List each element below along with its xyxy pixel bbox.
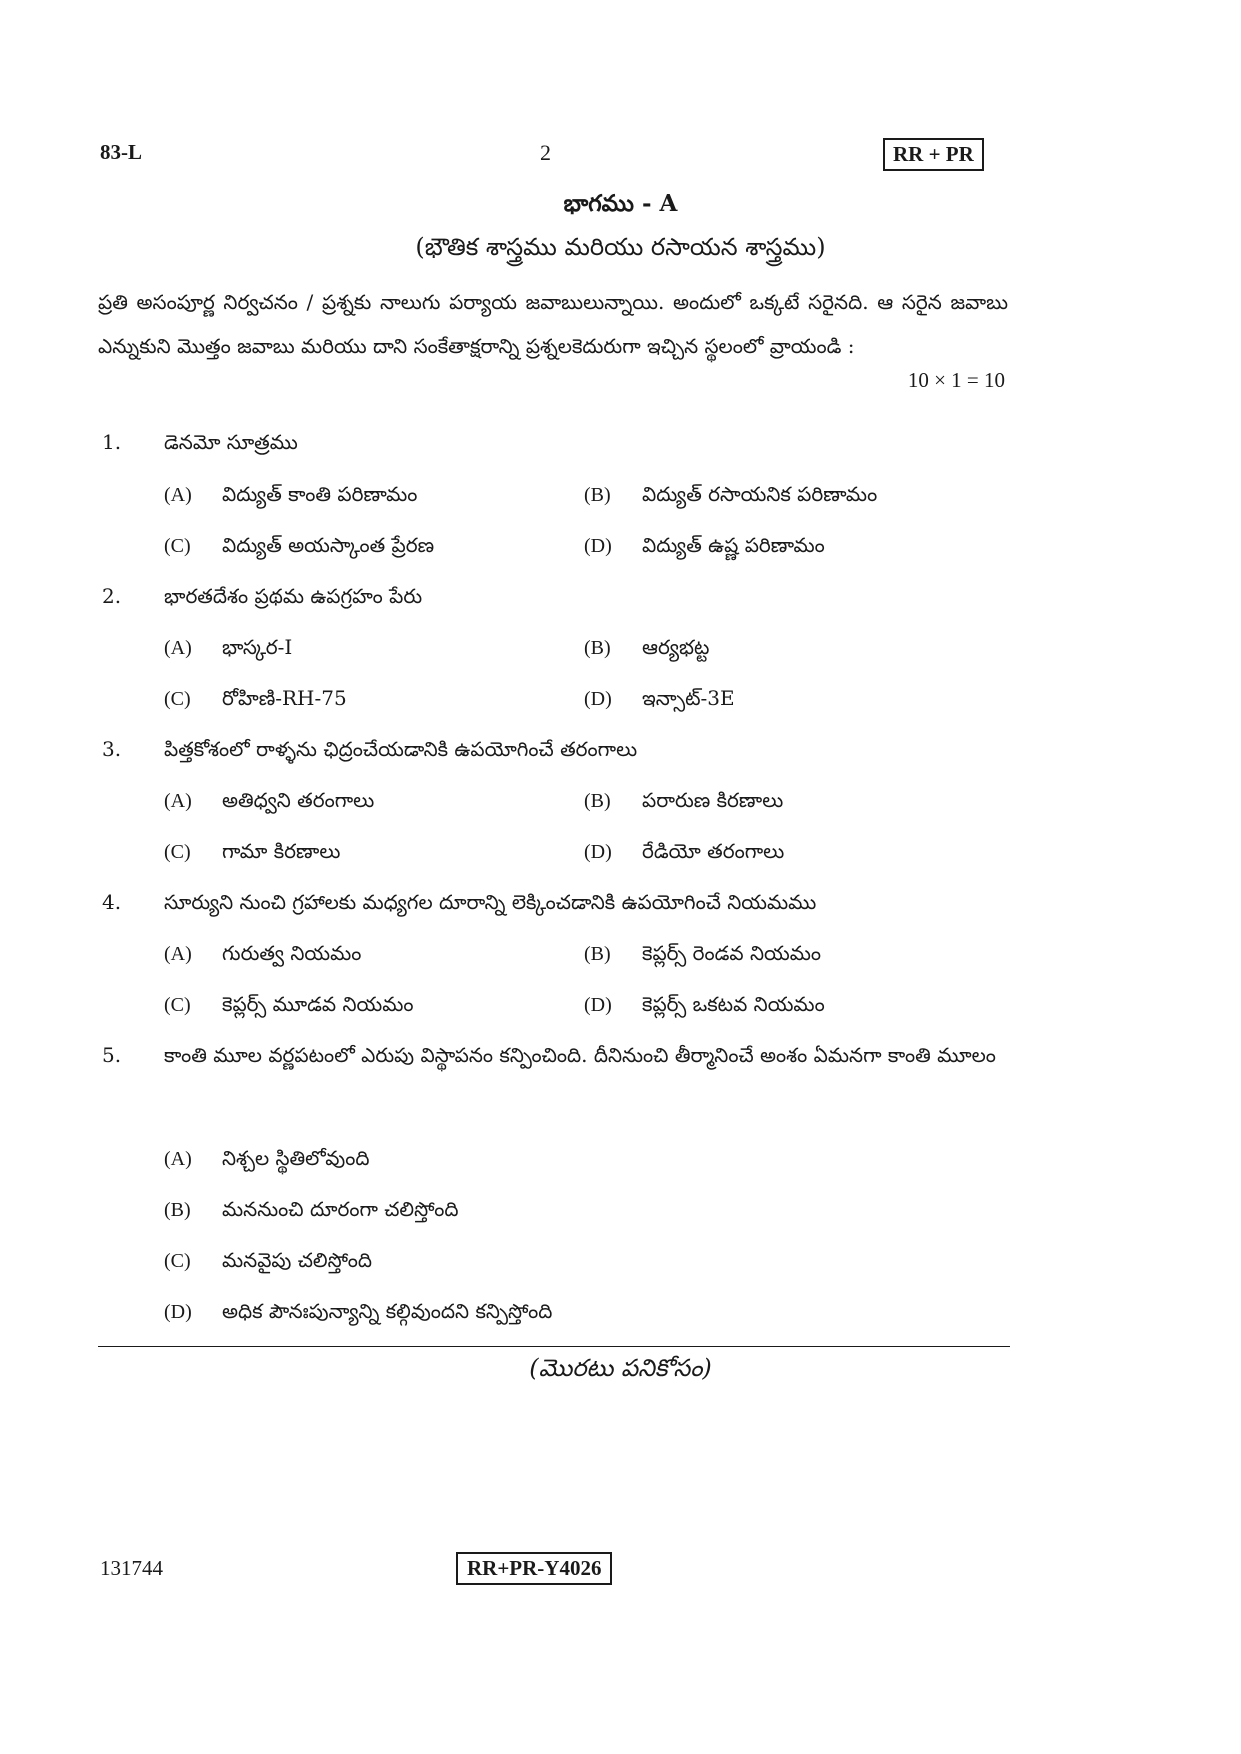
question-text: పిత్తకోశంలో రాళ్ళను ఛిద్రంచేయడానికి ఉపయోగించే తరంగాలు [164, 737, 638, 761]
option-a [164, 1146, 369, 1175]
question-number: 5. [102, 1043, 122, 1067]
option-text: అధిక పౌనఃపున్యాన్ని కల్గివుందని కన్పిస్తోంది [222, 1299, 553, 1323]
question-number: 3. [102, 737, 122, 761]
option-b [584, 635, 709, 664]
question-text: డెనమో సూత్రము [164, 430, 298, 454]
option-d [164, 1299, 552, 1328]
option-text: రేడియో తరంగాలు [642, 839, 785, 863]
question-number: 4. [102, 890, 122, 914]
option-label: (B) [164, 1199, 191, 1221]
option-label: (D) [164, 1301, 192, 1323]
option-label: (D) [584, 535, 612, 557]
option-text: నిశ్చల స్థితిలోవుంది [222, 1146, 370, 1170]
option-b [584, 941, 821, 970]
option-text: విద్యుత్ ఉష్ణ పరిణామం [642, 533, 825, 557]
question-text: భారతదేశం ప్రథమ ఉపగ్రహం పేరు [164, 584, 423, 608]
option-c [164, 839, 340, 868]
option-label: (C) [164, 535, 191, 557]
option-d [584, 533, 825, 562]
option-a [164, 941, 361, 970]
option-d [584, 992, 825, 1021]
question-number: 1. [102, 430, 122, 454]
option-text: విద్యుత్ అయస్కాంత ప్రేరణ [222, 533, 435, 557]
option-d [584, 686, 735, 715]
option-a [164, 482, 417, 511]
option-text: పరారుణ కిరణాలు [642, 788, 784, 812]
instructions: ప్రతి అసంపూర్ణ నిర్వచనం / ప్రశ్నకు నాలుగు పర్యాయ జవాబులున్నాయి. అందులో ఒక్కటే సరైనది. ఆ సరైన జవాబు ఎన్నుకుని మొత్తం జవాబు మరియు దాని సంకేతాక్షరాన్ని ప్రశ్నలకెదురుగా ఇచ్చిన స్థలంలో వ్రాయండి : [98, 290, 1008, 358]
option-text: విద్యుత్ రసాయనిక పరిణామం [642, 482, 878, 506]
option-label: (C) [164, 994, 191, 1016]
rough-work-label: (మొరటు పనికోసం) [529, 1354, 712, 1382]
option-text: ఇన్సాట్-3E [642, 686, 735, 710]
section-divider [98, 1346, 1010, 1347]
option-b [584, 788, 783, 817]
option-label: (C) [164, 688, 191, 710]
question-text: కాంతి మూల వర్ణపటంలో ఎరుపు విస్థాపనం కన్పించింది. దీనినుంచి తీర్మానించే అంశం ఏమనగా కాంతి మూలం [164, 1043, 996, 1067]
option-text: మననుంచి దూరంగా చలిస్తోంది [222, 1197, 459, 1221]
option-text: భాస్కర-I [222, 635, 293, 659]
footer-series-code-box: RR+PR-Y4026 [456, 1552, 612, 1585]
option-b [584, 482, 877, 511]
part-title: భాగము - A [563, 190, 678, 217]
option-label: (D) [584, 688, 612, 710]
option-c [164, 533, 434, 562]
question-text: సూర్యుని నుంచి గ్రహాలకు మధ్యగల దూరాన్ని లెక్కించడానికి ఉపయోగించే నియమము [164, 890, 817, 914]
series-code-box: RR + PR [883, 138, 984, 171]
option-label: (C) [164, 841, 191, 863]
option-text: ఆర్యభట్ట [642, 635, 710, 659]
option-b [164, 1197, 459, 1226]
option-a [164, 788, 374, 817]
paper-code: 83-L [100, 140, 142, 164]
option-text: రోహిణి-RH-75 [222, 686, 347, 710]
option-label: (A) [164, 637, 192, 659]
subject-title: (భౌతిక శాస్త్రము మరియు రసాయన శాస్త్రము) [415, 233, 826, 261]
option-label: (A) [164, 943, 192, 965]
option-label: (B) [584, 484, 611, 506]
option-text: కెప్లర్స్ మూడవ నియమం [222, 992, 414, 1016]
option-label: (B) [584, 790, 611, 812]
option-label: (B) [584, 637, 611, 659]
option-label: (B) [584, 943, 611, 965]
option-text: గురుత్వ నియమం [222, 941, 362, 965]
option-text: కెప్లర్స్ రెండవ నియమం [642, 941, 822, 965]
option-label: (D) [584, 841, 612, 863]
question-number: 2. [102, 584, 122, 608]
option-a [164, 635, 292, 664]
option-text: మనవైపు చలిస్తోంది [222, 1248, 372, 1272]
option-label: (A) [164, 1148, 192, 1170]
option-label: (A) [164, 484, 192, 506]
marks-scheme: 10 × 1 = 10 [907, 368, 1005, 392]
option-label: (C) [164, 1250, 191, 1272]
option-label: (A) [164, 790, 192, 812]
option-text: విద్యుత్ కాంతి పరిణామం [222, 482, 418, 506]
option-c [164, 686, 347, 715]
option-text: గామా కిరణాలు [222, 839, 341, 863]
page-number: 2 [540, 140, 551, 165]
option-c [164, 992, 414, 1021]
option-text: కెప్లర్స్ ఒకటవ నియమం [642, 992, 825, 1016]
booklet-number: 131744 [100, 1556, 163, 1580]
option-label: (D) [584, 994, 612, 1016]
option-text: అతిధ్వని తరంగాలు [222, 788, 375, 812]
option-c [164, 1248, 372, 1277]
option-d [584, 839, 784, 868]
